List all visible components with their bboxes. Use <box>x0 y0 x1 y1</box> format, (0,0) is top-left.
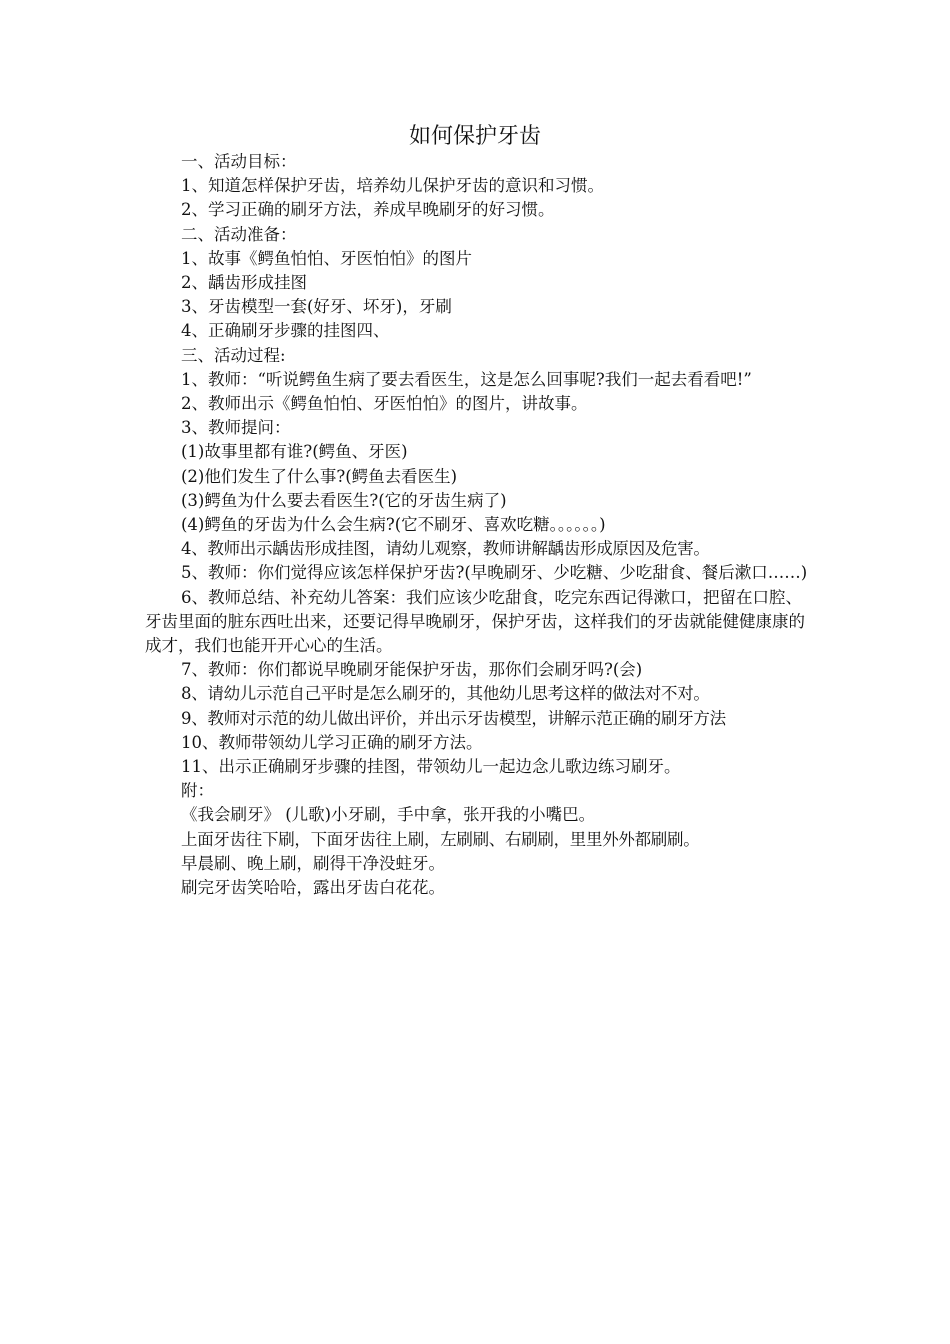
process-step: 3、教师提问： <box>181 418 291 438</box>
preparation-item: 3、牙齿模型一套(好牙、坏牙)，牙刷 <box>181 297 452 317</box>
preparation-item: 2、龋齿形成挂图 <box>181 273 307 293</box>
section-heading-goals: 一、活动目标： <box>181 152 297 171</box>
section-heading-process: 三、活动过程: <box>181 345 286 365</box>
process-step: 9、教师对示范的幼儿做出评价，并出示牙齿模型，讲解示范正确的刷牙方法 <box>181 708 726 728</box>
goal-item: 2、学习正确的刷牙方法，养成早晚刷牙的好习惯。 <box>181 200 555 220</box>
goal-item: 1、知道怎样保护牙齿，培养幼儿保护牙齿的意识和习惯。 <box>181 176 604 196</box>
document-body <box>145 150 809 900</box>
question-item: (4)鳄鱼的牙齿为什么会生病?(它不刷牙、喜欢吃糖。。。。。。) <box>181 515 606 535</box>
question-item: (2)他们发生了什么事?(鳄鱼去看医生) <box>181 466 458 486</box>
appendix-heading: 附： <box>181 781 214 801</box>
process-step: 5、教师：你们觉得应该怎样保护牙齿?(早晚刷牙、少吃糖、少吃甜食、餐后漱口……) <box>181 563 808 583</box>
process-step: 10、教师带领幼儿学习正确的刷牙方法。 <box>181 732 483 752</box>
song-line: 《我会刷牙》 (儿歌)小牙刷，手中拿，张开我的小嘴巴。 <box>181 805 596 825</box>
question-item: (3)鳄鱼为什么要去看医生?(它的牙齿生病了) <box>181 490 507 510</box>
process-step: 7、教师：你们都说早晚刷牙能保护牙齿，那你们会刷牙吗?(会) <box>181 660 643 680</box>
song-line: 刷完牙齿笑哈哈，露出牙齿白花花。 <box>181 878 445 898</box>
preparation-item: 1、故事《鳄鱼怕怕、牙医怕怕》的图片 <box>181 248 472 268</box>
question-item: (1)故事里都有谁?(鳄鱼、牙医) <box>181 442 408 462</box>
song-line: 上面牙齿往下刷，下面牙齿往上刷，左刷刷、右刷刷，里里外外都刷刷。 <box>181 829 700 849</box>
process-step: 1、教师：“听说鳄鱼生病了要去看医生，这是怎么回事呢?我们一起去看看吧!” <box>181 369 752 389</box>
section-heading-preparation: 二、活动准备： <box>181 224 297 244</box>
song-line: 早晨刷、晚上刷，刷得干净没蛀牙。 <box>181 853 445 873</box>
process-step: 4、教师出示龋齿形成挂图，请幼儿观察，教师讲解龋齿形成原因及危害。 <box>181 539 710 559</box>
process-step: 6、教师总结、补充幼儿答案：我们应该少吃甜食，吃完东西记得漱口，把留在口腔、牙齿里面的脏东西吐出来，还要记得早晚刷牙，保护牙齿，这样我们的牙齿就能健健康康的成才，我们也能开开心心的生活。 <box>145 587 805 656</box>
preparation-item: 4、正确刷牙步骤的挂图四、 <box>181 321 390 341</box>
document-title: 如何保护牙齿 <box>408 124 541 149</box>
process-step: 2、教师出示《鳄鱼怕怕、牙医怕怕》的图片，讲故事。 <box>181 394 588 414</box>
process-step: 8、请幼儿示范自己平时是怎么刷牙的，其他幼儿思考这样的做法对不对。 <box>181 684 710 704</box>
process-step: 11、出示正确刷牙步骤的挂图，带领幼儿一起边念儿歌边练习刷牙。 <box>181 757 681 777</box>
